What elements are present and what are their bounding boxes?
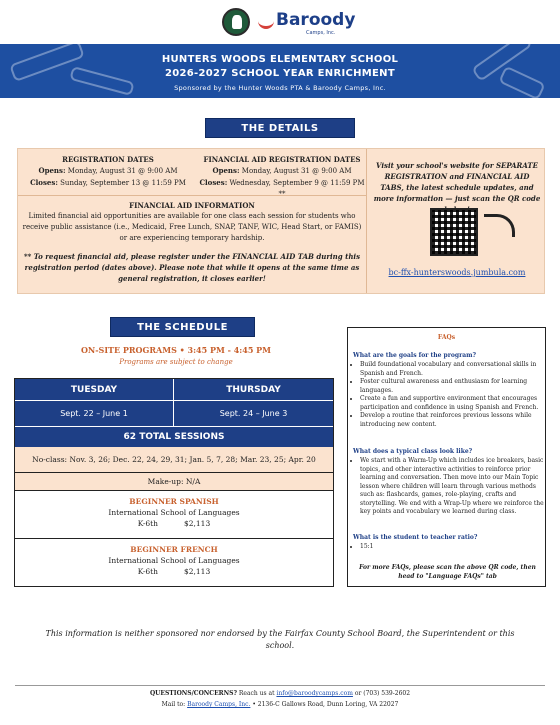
list-item: • Develop a routine that reinforces previous lessons while introducing new content. bbox=[360, 412, 550, 429]
registration-link[interactable]: bc-ffx-hunterswoods.jumbula.com bbox=[388, 268, 526, 277]
company-link[interactable]: Baroody Camps, Inc. bbox=[187, 701, 251, 708]
day-tuesday: TUESDAY bbox=[15, 379, 174, 401]
qr-code[interactable] bbox=[430, 208, 478, 256]
faq-question: What does a typical class look like? bbox=[353, 448, 473, 455]
year-title: 2026-2027 SCHOOL YEAR ENRICHMENT bbox=[165, 68, 395, 79]
program-grades: K-6th bbox=[137, 519, 158, 528]
thursday-dates: Sept. 24 – June 3 bbox=[174, 401, 333, 427]
divider bbox=[15, 685, 545, 686]
program-name: BEGINNER SPANISH bbox=[129, 497, 219, 506]
program-name: BEGINNER FRENCH bbox=[130, 545, 218, 554]
hunters-woods-seal-icon bbox=[222, 8, 250, 36]
footer-contact bbox=[0, 690, 560, 697]
program-french bbox=[15, 541, 333, 587]
mail-label: Mail to: bbox=[161, 701, 186, 708]
faq-more: For more FAQs, please scan the above QR code, then head to "Language FAQs" tab bbox=[359, 564, 536, 580]
list-item: • Foster cultural awareness and enthusiasm for learning languages. bbox=[360, 378, 550, 395]
school-title: HUNTERS WOODS ELEMENTARY SCHOOL bbox=[161, 54, 399, 65]
address: • 2136-C Gallows Road, Dunn Loring, VA 22027 bbox=[252, 701, 399, 708]
day-thursday: THURSDAY bbox=[174, 379, 333, 401]
faq-title: FAQs bbox=[437, 334, 456, 341]
program-spanish bbox=[15, 493, 333, 539]
faq-question: What are the goals for the program? bbox=[353, 352, 477, 359]
registration-title: REGISTRATION DATES bbox=[62, 155, 154, 164]
faq-answer-list bbox=[348, 543, 550, 552]
sun-icon bbox=[258, 16, 274, 29]
list-item: • 15:1 bbox=[360, 543, 550, 552]
schedule-table bbox=[14, 378, 334, 587]
tuesday-dates: Sept. 22 – June 1 bbox=[15, 401, 174, 427]
faq-answer-list bbox=[348, 361, 550, 429]
closes-label: Closes: bbox=[30, 178, 58, 187]
closes-label: Closes: bbox=[199, 178, 228, 187]
make-up: Make-up: N/A bbox=[15, 473, 333, 491]
brand-sub: Camps, Inc. bbox=[306, 30, 336, 36]
brand-name: Baroody bbox=[276, 10, 356, 30]
registration-closes: Sunday, September 13 @ 11:59 PM bbox=[60, 179, 186, 187]
subject-to-change: Programs are subject to change bbox=[119, 358, 233, 366]
schedule-header: THE SCHEDULE bbox=[110, 317, 255, 337]
title-banner bbox=[0, 44, 560, 98]
registration-dates bbox=[18, 149, 198, 194]
sponsor-line: Sponsored by the Hunter Woods PTA & Baroody Camps, Inc. bbox=[174, 84, 386, 92]
list-item: • Create a fun and supportive environment that encourages participation and confidence in using Spanish and French. bbox=[360, 395, 550, 412]
fa-info-note: ** To request financial aid, please register under the FINANCIAL AID TAB during this registration period (dates above). Please note that while it opens at the same time as general registration, it closes earlier! bbox=[23, 252, 361, 283]
fa-dates-title: FINANCIAL AID REGISTRATION DATES bbox=[203, 155, 361, 164]
phone: (703) 539-2602 bbox=[363, 690, 411, 697]
program-provider: International School of Languages bbox=[108, 556, 240, 565]
onsite-programs: ON-SITE PROGRAMS • 3:45 PM - 4:45 PM bbox=[80, 345, 272, 355]
financial-aid-dates bbox=[198, 149, 366, 198]
program-price: $2,113 bbox=[183, 567, 211, 576]
questions-label: QUESTIONS/CONCERNS? bbox=[149, 690, 237, 697]
details-header: THE DETAILS bbox=[205, 118, 355, 138]
email-link[interactable]: info@baroodycamps.com bbox=[276, 690, 353, 697]
disclaimer: This information is neither sponsored nor endorsed by the Fairfax County School Board, the Superintendent or this school. bbox=[45, 629, 515, 650]
list-item: • We start with a Warm-Up which includes ice breakers, basic topics, and other interactive activities to reinforce prior learning and conversation. Then move into our Main Topic lesson where children will learn through various methods such as: flashcards, games, role-playing, crafts and storytelling. We end with a Wrap-Up where we reinforce the key points and vocabulary we learned during class. bbox=[360, 457, 550, 517]
fa-info-title: FINANCIAL AID INFORMATION bbox=[129, 201, 255, 210]
reach-text: Reach us at bbox=[238, 690, 275, 697]
or-text: or bbox=[354, 690, 362, 697]
opens-label: Opens: bbox=[38, 166, 66, 175]
total-sessions: 62 TOTAL SESSIONS bbox=[15, 427, 333, 447]
no-class-dates: No-class: Nov. 3, 26; Dec. 22, 24, 29, 31; Jan. 5, 7, 28; Mar. 23, 25; Apr. 20 bbox=[15, 447, 333, 473]
program-provider: International School of Languages bbox=[108, 508, 240, 517]
faq-box bbox=[347, 327, 546, 587]
registration-opens: Monday, August 31 @ 9:00 AM bbox=[67, 167, 178, 175]
fa-opens: Monday, August 31 @ 9:00 AM bbox=[241, 167, 352, 175]
divider bbox=[366, 149, 367, 293]
program-grades: K-6th bbox=[137, 567, 158, 576]
faq-question: What is the student to teacher ratio? bbox=[353, 534, 478, 541]
visit-website-text: Visit your school's website for SEPARATE REGISTRATION and FINANCIAL AID TABS, the latest schedule updates, and more information — just scan the QR code bbox=[373, 161, 541, 203]
baroody-logo bbox=[222, 8, 356, 38]
fa-closes: Wednesday, September 9 @ 11:59 PM ** bbox=[229, 179, 365, 198]
opens-label: Opens: bbox=[212, 166, 240, 175]
program-price: $2,113 bbox=[183, 519, 211, 528]
fa-info-text: Limited financial aid opportunities are available for one class each session for students who receive public assistance (i.e., Medicaid, Free Lunch, SNAP, TANF, WIC, Head Start, or FAMIS) or are experiencing temporary hardship. bbox=[22, 212, 362, 242]
faq-answer-list bbox=[348, 457, 550, 517]
list-item: • Build foundational vocabulary and conversational skills in Spanish and French. bbox=[360, 361, 550, 378]
financial-aid-info bbox=[22, 200, 362, 284]
footer-address bbox=[0, 701, 560, 708]
